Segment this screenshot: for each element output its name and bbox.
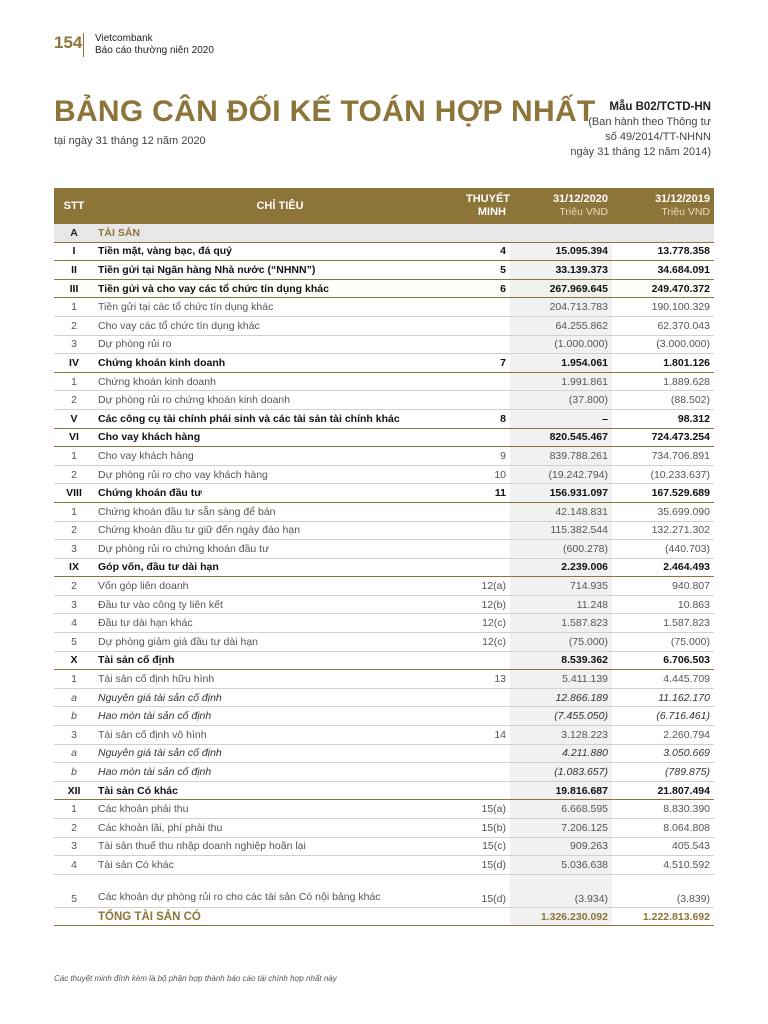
row-stt: 3 (54, 335, 94, 354)
row-label: Tiền gửi và cho vay các tổ chức tín dụng khác (94, 279, 466, 298)
row-value-2020 (510, 224, 612, 242)
header-2020 (510, 188, 612, 224)
row-stt: a (54, 688, 94, 707)
row-label: Góp vốn, đầu tư dài hạn (94, 558, 466, 577)
row-label: Đầu tư dài hạn khác (94, 614, 466, 633)
row-value-2019: (3.839) (612, 874, 714, 907)
row-note: 13 (466, 670, 510, 689)
row-label: Chứng khoán đầu tư sẵn sàng để bán (94, 502, 466, 521)
row-value-2020: – (510, 409, 612, 428)
table-row (54, 595, 714, 614)
row-stt: 5 (54, 874, 94, 907)
row-label: Dự phòng rủi ro (94, 335, 466, 354)
header-2020-unit: Triệu VND (559, 206, 608, 218)
page-title: BẢNG CÂN ĐỐI KẾ TOÁN HỢP NHẤT (54, 95, 596, 128)
row-value-2019: 1.889.628 (612, 372, 714, 391)
row-value-2020: 714.935 (510, 577, 612, 596)
row-value-2019: 1.222.813.692 (612, 907, 714, 926)
row-value-2020: (7.455.050) (510, 707, 612, 726)
table-row (54, 391, 714, 410)
row-stt: 2 (54, 465, 94, 484)
table-row (54, 558, 714, 577)
header-item: CHỈ TIÊU (94, 188, 466, 224)
row-value-2019: 4.445.709 (612, 670, 714, 689)
row-stt: III (54, 279, 94, 298)
row-value-2020: 1.954.061 (510, 354, 612, 373)
table-row (54, 651, 714, 670)
row-stt: 1 (54, 670, 94, 689)
row-value-2020: 204.713.783 (510, 298, 612, 317)
row-value-2020: 19.816.687 (510, 781, 612, 800)
row-label: Tài sản cố định (94, 651, 466, 670)
row-note (466, 428, 510, 447)
row-value-2020: (1.000.000) (510, 335, 612, 354)
header-2019-date: 31/12/2019 (654, 193, 710, 205)
row-value-2020: (1.083.657) (510, 763, 612, 782)
row-value-2020: 33.139.373 (510, 261, 612, 280)
row-note (466, 744, 510, 763)
row-stt: 2 (54, 521, 94, 540)
row-stt: 2 (54, 391, 94, 410)
row-stt: X (54, 651, 94, 670)
row-note: 15(c) (466, 837, 510, 856)
row-label: Chứng khoán đầu tư giữ đến ngày đáo hạn (94, 521, 466, 540)
table-row (54, 409, 714, 428)
balance-sheet-table (54, 188, 714, 926)
table-row (54, 316, 714, 335)
row-value-2020: 156.931.097 (510, 484, 612, 503)
row-label: Các khoản phải thu (94, 800, 466, 819)
row-value-2020: (37.800) (510, 391, 612, 410)
row-value-2020: 15.095.394 (510, 242, 612, 261)
row-note: 4 (466, 242, 510, 261)
page-subtitle: tại ngày 31 tháng 12 năm 2020 (54, 135, 206, 147)
row-value-2020: 11.248 (510, 595, 612, 614)
row-note: 10 (466, 465, 510, 484)
row-label: Chứng khoán đầu tư (94, 484, 466, 503)
row-note: 15(d) (466, 856, 510, 875)
table-row (54, 837, 714, 856)
row-note: 8 (466, 409, 510, 428)
row-value-2020: 839.788.261 (510, 447, 612, 466)
row-stt: 1 (54, 502, 94, 521)
row-value-2019: 98.312 (612, 409, 714, 428)
header-2019-unit: Triệu VND (661, 206, 710, 218)
row-stt: A (54, 224, 94, 242)
row-label: Tài sản cố định vô hình (94, 726, 466, 745)
row-value-2019: 249.470.372 (612, 279, 714, 298)
table-row (54, 763, 714, 782)
row-value-2020: 64.255.862 (510, 316, 612, 335)
report-name: Báo cáo thường niên 2020 (95, 45, 214, 56)
row-value-2020: 7.206.125 (510, 819, 612, 838)
row-value-2019: 190.100.329 (612, 298, 714, 317)
row-stt: 2 (54, 819, 94, 838)
table-row (54, 447, 714, 466)
row-stt: V (54, 409, 94, 428)
row-note (466, 224, 510, 242)
table-row (54, 335, 714, 354)
table-row (54, 874, 714, 907)
row-label: Tiền gửi tại Ngân hàng Nhà nước (“NHNN”) (94, 261, 466, 280)
row-value-2020: (19.242.794) (510, 465, 612, 484)
table-row (54, 428, 714, 447)
row-value-2020: 2.239.006 (510, 558, 612, 577)
bank-name: Vietcombank (95, 33, 153, 44)
row-stt: IV (54, 354, 94, 373)
row-label: Dự phòng rủi ro cho vay khách hàng (94, 465, 466, 484)
page-number: 154 (54, 33, 83, 52)
header-stt: STT (54, 188, 94, 224)
row-note (466, 558, 510, 577)
row-value-2019: (6.716.461) (612, 707, 714, 726)
row-note (466, 540, 510, 559)
form-code: Mẫu B02/TCTD-HN (609, 101, 711, 113)
row-label: Chứng khoán kinh doanh (94, 372, 466, 391)
row-note (466, 688, 510, 707)
row-value-2019: 1.801.126 (612, 354, 714, 373)
row-stt: b (54, 763, 94, 782)
row-stt: 3 (54, 726, 94, 745)
row-stt: 1 (54, 298, 94, 317)
row-value-2020: 1.587.823 (510, 614, 612, 633)
header-2019 (612, 188, 714, 224)
row-value-2019: 34.684.091 (612, 261, 714, 280)
row-value-2020: 12.866.189 (510, 688, 612, 707)
table-row (54, 224, 714, 242)
row-value-2019: 6.706.503 (612, 651, 714, 670)
row-stt: 1 (54, 372, 94, 391)
row-value-2020: 42.148.831 (510, 502, 612, 521)
row-label: Tài sản Có khác (94, 856, 466, 875)
table-body (54, 224, 714, 926)
table-row (54, 502, 714, 521)
row-note: 14 (466, 726, 510, 745)
table-row (54, 540, 714, 559)
table-row (54, 261, 714, 280)
footer-note: Các thuyết minh đính kèm là bộ phận hợp thành báo cáo tài chính hợp nhất này (54, 974, 337, 983)
row-stt: a (54, 744, 94, 763)
row-label: Cho vay khách hàng (94, 428, 466, 447)
row-value-2019: 2.260.794 (612, 726, 714, 745)
row-stt: 3 (54, 540, 94, 559)
table-row (54, 688, 714, 707)
row-label: Các khoản lãi, phí phải thu (94, 819, 466, 838)
row-note (466, 316, 510, 335)
row-note (466, 521, 510, 540)
table-row (54, 781, 714, 800)
row-note: 9 (466, 447, 510, 466)
row-value-2019: 724.473.254 (612, 428, 714, 447)
row-note (466, 763, 510, 782)
table-row (54, 800, 714, 819)
row-value-2019 (612, 224, 714, 242)
row-label: Nguyên giá tài sản cố định (94, 688, 466, 707)
table-row (54, 633, 714, 652)
row-stt: 3 (54, 595, 94, 614)
table-row (54, 577, 714, 596)
row-value-2019: (10.233.637) (612, 465, 714, 484)
row-stt: 3 (54, 837, 94, 856)
row-value-2019: (789.875) (612, 763, 714, 782)
row-label: Dự phòng rủi ro chứng khoán kinh doanh (94, 391, 466, 410)
row-stt: II (54, 261, 94, 280)
header-note-line2: MINH (477, 206, 506, 218)
row-value-2020: 3.128.223 (510, 726, 612, 745)
row-note (466, 372, 510, 391)
row-label: Tài sản Có khác (94, 781, 466, 800)
row-stt (54, 907, 94, 926)
row-value-2019: 132.271.302 (612, 521, 714, 540)
row-stt: 2 (54, 577, 94, 596)
row-label: Vốn góp liên doanh (94, 577, 466, 596)
row-value-2020: 6.668.595 (510, 800, 612, 819)
row-value-2020: (600.278) (510, 540, 612, 559)
row-note: 5 (466, 261, 510, 280)
table-row (54, 521, 714, 540)
row-note: 15(b) (466, 819, 510, 838)
row-value-2019: 11.162.170 (612, 688, 714, 707)
row-label: TỔNG TÀI SẢN CÓ (94, 907, 466, 926)
row-value-2019: 167.529.689 (612, 484, 714, 503)
row-stt: 2 (54, 316, 94, 335)
row-stt: 4 (54, 856, 94, 875)
row-value-2019: 8.830.390 (612, 800, 714, 819)
table-row (54, 744, 714, 763)
row-value-2020: 4.211.880 (510, 744, 612, 763)
table-row (54, 707, 714, 726)
row-note: 12(a) (466, 577, 510, 596)
form-reference (570, 100, 711, 160)
row-value-2019: 734.706.891 (612, 447, 714, 466)
row-stt: I (54, 242, 94, 261)
table-row (54, 242, 714, 261)
row-stt: 5 (54, 633, 94, 652)
table-header-row (54, 188, 714, 224)
row-label: Các công cụ tài chính phái sinh và các tài sản tài chính khác (94, 409, 466, 428)
row-value-2019: 1.587.823 (612, 614, 714, 633)
row-note: 15(a) (466, 800, 510, 819)
table-row (54, 856, 714, 875)
table-row (54, 907, 714, 926)
row-value-2019: (440.703) (612, 540, 714, 559)
row-value-2020: (3.934) (510, 874, 612, 907)
row-note: 6 (466, 279, 510, 298)
row-note: 7 (466, 354, 510, 373)
row-value-2020: 8.539.362 (510, 651, 612, 670)
table-row (54, 372, 714, 391)
row-note (466, 907, 510, 926)
header-note (466, 188, 510, 224)
row-note: 12(c) (466, 614, 510, 633)
row-value-2020: 115.382.544 (510, 521, 612, 540)
table-row (54, 298, 714, 317)
row-value-2020: (75.000) (510, 633, 612, 652)
header-bank-info (95, 33, 214, 57)
row-stt: VIII (54, 484, 94, 503)
header-note-line1: THUYẾT (466, 193, 510, 205)
row-label: Dự phòng rủi ro chứng khoán đầu tư (94, 540, 466, 559)
row-label: Chứng khoán kinh doanh (94, 354, 466, 373)
form-line-2: số 49/2014/TT-NHNN (605, 131, 711, 143)
row-stt: b (54, 707, 94, 726)
row-label: Cho vay các tổ chức tín dụng khác (94, 316, 466, 335)
row-value-2019: 62.370.043 (612, 316, 714, 335)
row-note: 12(c) (466, 633, 510, 652)
table-row (54, 670, 714, 689)
row-value-2019: 940.807 (612, 577, 714, 596)
row-note (466, 707, 510, 726)
row-label: Dự phòng giảm giá đầu tư dài hạn (94, 633, 466, 652)
row-stt: 1 (54, 447, 94, 466)
row-value-2019: 2.464.493 (612, 558, 714, 577)
table-row (54, 279, 714, 298)
row-value-2019: 13.778.358 (612, 242, 714, 261)
row-label: Hao mòn tài sản cố định (94, 763, 466, 782)
table-row (54, 614, 714, 633)
row-value-2020: 1.326.230.092 (510, 907, 612, 926)
row-stt: XII (54, 781, 94, 800)
row-note: 11 (466, 484, 510, 503)
row-label: Tiền gửi tại các tổ chức tín dụng khác (94, 298, 466, 317)
table-row (54, 484, 714, 503)
form-line-3: ngày 31 tháng 12 năm 2014) (570, 146, 711, 158)
row-value-2020: 909.263 (510, 837, 612, 856)
row-label: Tiền mặt, vàng bạc, đá quý (94, 242, 466, 261)
row-stt: 1 (54, 800, 94, 819)
row-value-2019: 3.050.669 (612, 744, 714, 763)
row-value-2020: 1.991.861 (510, 372, 612, 391)
row-note (466, 298, 510, 317)
row-note (466, 651, 510, 670)
row-label: Cho vay khách hàng (94, 447, 466, 466)
row-label: Đầu tư vào công ty liên kết (94, 595, 466, 614)
row-value-2019: 21.807.494 (612, 781, 714, 800)
form-line-1: (Ban hành theo Thông tư (588, 116, 711, 128)
row-value-2019: 35.699.090 (612, 502, 714, 521)
row-label: Tài sản thuế thu nhập doanh nghiệp hoãn lại (94, 837, 466, 856)
row-value-2019: 10.863 (612, 595, 714, 614)
row-label: TÀI SẢN (94, 224, 466, 242)
table-row (54, 726, 714, 745)
header-divider (83, 33, 84, 57)
row-stt: 4 (54, 614, 94, 633)
row-note (466, 502, 510, 521)
row-stt: IX (54, 558, 94, 577)
row-note (466, 781, 510, 800)
row-value-2020: 5.411.139 (510, 670, 612, 689)
table-row (54, 819, 714, 838)
table-row (54, 354, 714, 373)
row-value-2019: 8.064.808 (612, 819, 714, 838)
row-value-2020: 5.036.638 (510, 856, 612, 875)
row-label: Các khoản dự phòng rủi ro cho các tài sản Có nội bảng khác (94, 874, 466, 907)
row-value-2020: 267.969.645 (510, 279, 612, 298)
row-value-2019: (3.000.000) (612, 335, 714, 354)
header-2020-date: 31/12/2020 (552, 193, 608, 205)
row-value-2020: 820.545.467 (510, 428, 612, 447)
row-note: 12(b) (466, 595, 510, 614)
row-value-2019: (75.000) (612, 633, 714, 652)
row-note: 15(d) (466, 874, 510, 907)
row-stt: VI (54, 428, 94, 447)
row-value-2019: 405.543 (612, 837, 714, 856)
row-label: Tài sản cố định hữu hình (94, 670, 466, 689)
table-row (54, 465, 714, 484)
row-label: Nguyên giá tài sản cố định (94, 744, 466, 763)
row-note (466, 335, 510, 354)
row-value-2019: (88.502) (612, 391, 714, 410)
row-label: Hao mòn tài sản cố định (94, 707, 466, 726)
row-value-2019: 4.510.592 (612, 856, 714, 875)
row-note (466, 391, 510, 410)
